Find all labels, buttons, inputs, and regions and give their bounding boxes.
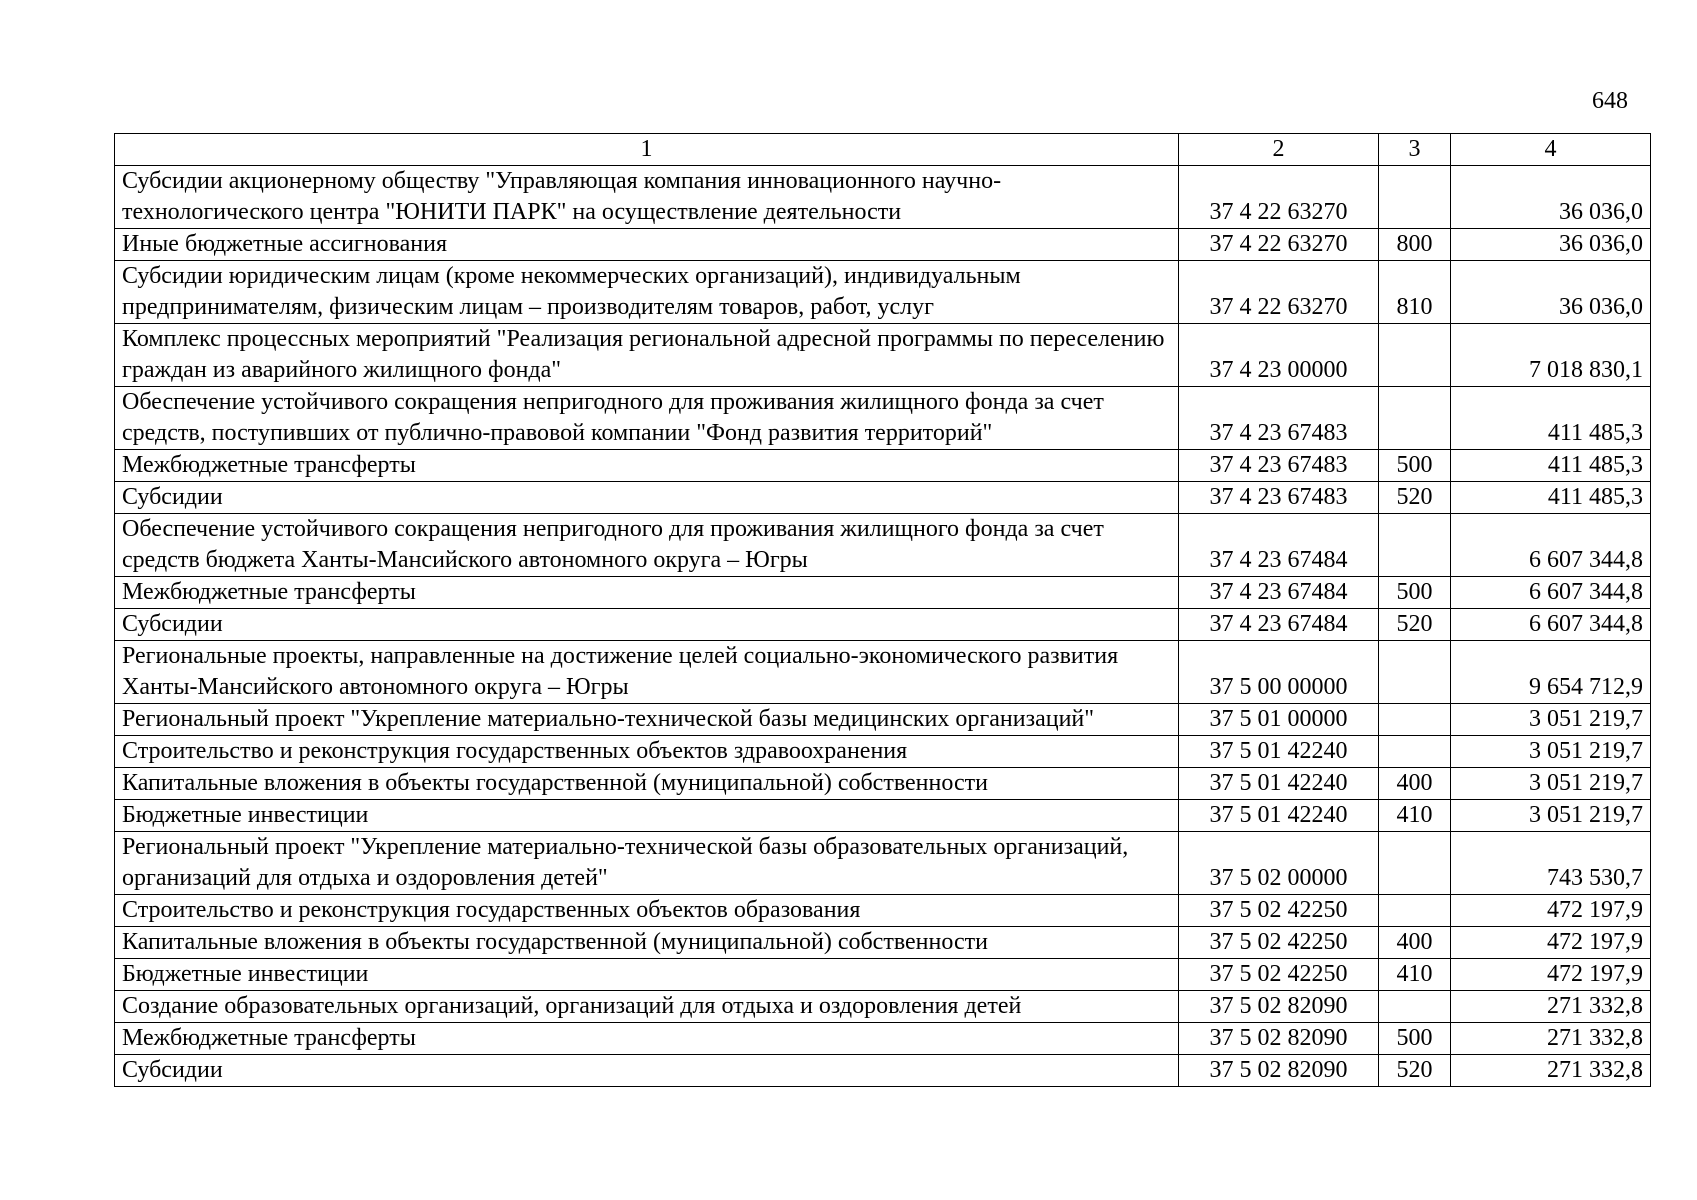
row-name-cell: Субсидии (115, 1055, 1179, 1087)
column-header-2: 2 (1179, 134, 1379, 166)
row-amount-cell: 743 530,7 (1451, 832, 1651, 895)
row-name-cell: Создание образовательных организаций, организаций для отдыха и оздоровления детей (115, 991, 1179, 1023)
row-code-cell: 37 4 23 67483 (1179, 450, 1379, 482)
row-code-cell: 37 5 02 82090 (1179, 1023, 1379, 1055)
table-row (115, 768, 1651, 800)
row-amount-cell: 7 018 830,1 (1451, 324, 1651, 387)
row-amount-cell: 411 485,3 (1451, 450, 1651, 482)
page-number: 648 (1592, 88, 1628, 114)
row-amount-cell: 3 051 219,7 (1451, 800, 1651, 832)
row-expense-type-cell (1379, 991, 1451, 1023)
row-expense-type-cell: 410 (1379, 800, 1451, 832)
row-expense-type-cell: 520 (1379, 609, 1451, 641)
row-name-cell: Субсидии акционерному обществу "Управляющая компания инновационного научно-технологического центра "ЮНИТИ ПАРК" на осуществление деятельности (115, 166, 1179, 229)
row-code-cell: 37 4 22 63270 (1179, 229, 1379, 261)
table-row (115, 927, 1651, 959)
row-code-cell: 37 5 02 42250 (1179, 895, 1379, 927)
table-row (115, 450, 1651, 482)
budget-table (114, 133, 1651, 1087)
row-code-cell: 37 4 23 67483 (1179, 482, 1379, 514)
table-row (115, 261, 1651, 324)
row-name-cell: Субсидии (115, 482, 1179, 514)
table-row (115, 704, 1651, 736)
row-expense-type-cell (1379, 736, 1451, 768)
row-expense-type-cell (1379, 832, 1451, 895)
row-amount-cell: 271 332,8 (1451, 991, 1651, 1023)
row-amount-cell: 411 485,3 (1451, 387, 1651, 450)
row-code-cell: 37 4 23 67484 (1179, 609, 1379, 641)
row-name-cell: Межбюджетные трансферты (115, 1023, 1179, 1055)
row-name-cell: Капитальные вложения в объекты государственной (муниципальной) собственности (115, 927, 1179, 959)
row-name-cell: Капитальные вложения в объекты государственной (муниципальной) собственности (115, 768, 1179, 800)
row-code-cell: 37 5 02 42250 (1179, 927, 1379, 959)
row-amount-cell: 3 051 219,7 (1451, 704, 1651, 736)
row-name-cell: Комплекс процессных мероприятий "Реализация региональной адресной программы по переселению граждан из аварийного жилищного фонда" (115, 324, 1179, 387)
row-expense-type-cell (1379, 704, 1451, 736)
row-expense-type-cell: 520 (1379, 1055, 1451, 1087)
row-name-cell: Строительство и реконструкция государственных объектов образования (115, 895, 1179, 927)
row-expense-type-cell (1379, 166, 1451, 229)
row-amount-cell: 472 197,9 (1451, 927, 1651, 959)
row-code-cell: 37 5 01 42240 (1179, 800, 1379, 832)
row-amount-cell: 3 051 219,7 (1451, 736, 1651, 768)
row-code-cell: 37 5 01 00000 (1179, 704, 1379, 736)
row-amount-cell: 36 036,0 (1451, 229, 1651, 261)
row-expense-type-cell: 400 (1379, 768, 1451, 800)
row-expense-type-cell: 800 (1379, 229, 1451, 261)
table-body (115, 166, 1651, 1087)
row-amount-cell: 36 036,0 (1451, 261, 1651, 324)
row-amount-cell: 3 051 219,7 (1451, 768, 1651, 800)
row-name-cell: Строительство и реконструкция государственных объектов здравоохранения (115, 736, 1179, 768)
table-row (115, 324, 1651, 387)
row-expense-type-cell (1379, 387, 1451, 450)
column-header-1: 1 (115, 134, 1179, 166)
row-expense-type-cell (1379, 324, 1451, 387)
row-amount-cell: 271 332,8 (1451, 1023, 1651, 1055)
row-name-cell: Бюджетные инвестиции (115, 800, 1179, 832)
row-name-cell: Обеспечение устойчивого сокращения непригодного для проживания жилищного фонда за счет средств, поступивших от публично-правовой компании "Фонд развития территорий" (115, 387, 1179, 450)
table-row (115, 959, 1651, 991)
row-expense-type-cell: 400 (1379, 927, 1451, 959)
row-amount-cell: 411 485,3 (1451, 482, 1651, 514)
row-name-cell: Субсидии юридическим лицам (кроме некоммерческих организаций), индивидуальным предпринимателям, физическим лицам – производителям товаров, работ, услуг (115, 261, 1179, 324)
row-expense-type-cell: 500 (1379, 450, 1451, 482)
table-header-row (115, 134, 1651, 166)
row-code-cell: 37 5 02 42250 (1179, 959, 1379, 991)
row-amount-cell: 472 197,9 (1451, 959, 1651, 991)
row-name-cell: Межбюджетные трансферты (115, 450, 1179, 482)
column-header-4: 4 (1451, 134, 1651, 166)
row-expense-type-cell (1379, 895, 1451, 927)
table-row (115, 800, 1651, 832)
row-name-cell: Иные бюджетные ассигнования (115, 229, 1179, 261)
row-amount-cell: 36 036,0 (1451, 166, 1651, 229)
row-amount-cell: 472 197,9 (1451, 895, 1651, 927)
row-code-cell: 37 4 22 63270 (1179, 261, 1379, 324)
row-code-cell: 37 5 00 00000 (1179, 641, 1379, 704)
table-row (115, 577, 1651, 609)
table-row (115, 609, 1651, 641)
column-header-3: 3 (1379, 134, 1451, 166)
row-code-cell: 37 4 23 67484 (1179, 514, 1379, 577)
table-row (115, 387, 1651, 450)
row-expense-type-cell: 810 (1379, 261, 1451, 324)
table-row (115, 482, 1651, 514)
row-expense-type-cell: 500 (1379, 577, 1451, 609)
table-row (115, 166, 1651, 229)
row-expense-type-cell: 520 (1379, 482, 1451, 514)
row-code-cell: 37 4 22 63270 (1179, 166, 1379, 229)
row-code-cell: 37 4 23 67483 (1179, 387, 1379, 450)
row-expense-type-cell: 410 (1379, 959, 1451, 991)
row-code-cell: 37 5 01 42240 (1179, 768, 1379, 800)
row-name-cell: Региональные проекты, направленные на достижение целей социально-экономического развития Ханты-Мансийского автономного округа – Югры (115, 641, 1179, 704)
row-name-cell: Бюджетные инвестиции (115, 959, 1179, 991)
table-row (115, 229, 1651, 261)
table-row (115, 1055, 1651, 1087)
table-row (115, 1023, 1651, 1055)
row-name-cell: Региональный проект "Укрепление материально-технической базы медицинских организаций" (115, 704, 1179, 736)
row-amount-cell: 6 607 344,8 (1451, 577, 1651, 609)
row-code-cell: 37 5 02 82090 (1179, 1055, 1379, 1087)
row-code-cell: 37 5 02 82090 (1179, 991, 1379, 1023)
row-expense-type-cell (1379, 514, 1451, 577)
row-name-cell: Межбюджетные трансферты (115, 577, 1179, 609)
row-code-cell: 37 5 02 00000 (1179, 832, 1379, 895)
table-row (115, 895, 1651, 927)
row-code-cell: 37 5 01 42240 (1179, 736, 1379, 768)
row-expense-type-cell (1379, 641, 1451, 704)
table-row (115, 991, 1651, 1023)
row-amount-cell: 6 607 344,8 (1451, 514, 1651, 577)
row-name-cell: Региональный проект "Укрепление материально-технической базы образовательных организаций, организаций для отдыха и оздоровления детей" (115, 832, 1179, 895)
table-row (115, 514, 1651, 577)
row-code-cell: 37 4 23 67484 (1179, 577, 1379, 609)
row-name-cell: Обеспечение устойчивого сокращения непригодного для проживания жилищного фонда за счет средств бюджета Ханты-Мансийского автономного округа – Югры (115, 514, 1179, 577)
row-expense-type-cell: 500 (1379, 1023, 1451, 1055)
row-name-cell: Субсидии (115, 609, 1179, 641)
row-code-cell: 37 4 23 00000 (1179, 324, 1379, 387)
table-row (115, 832, 1651, 895)
row-amount-cell: 271 332,8 (1451, 1055, 1651, 1087)
table-row (115, 736, 1651, 768)
table-row (115, 641, 1651, 704)
row-amount-cell: 6 607 344,8 (1451, 609, 1651, 641)
row-amount-cell: 9 654 712,9 (1451, 641, 1651, 704)
